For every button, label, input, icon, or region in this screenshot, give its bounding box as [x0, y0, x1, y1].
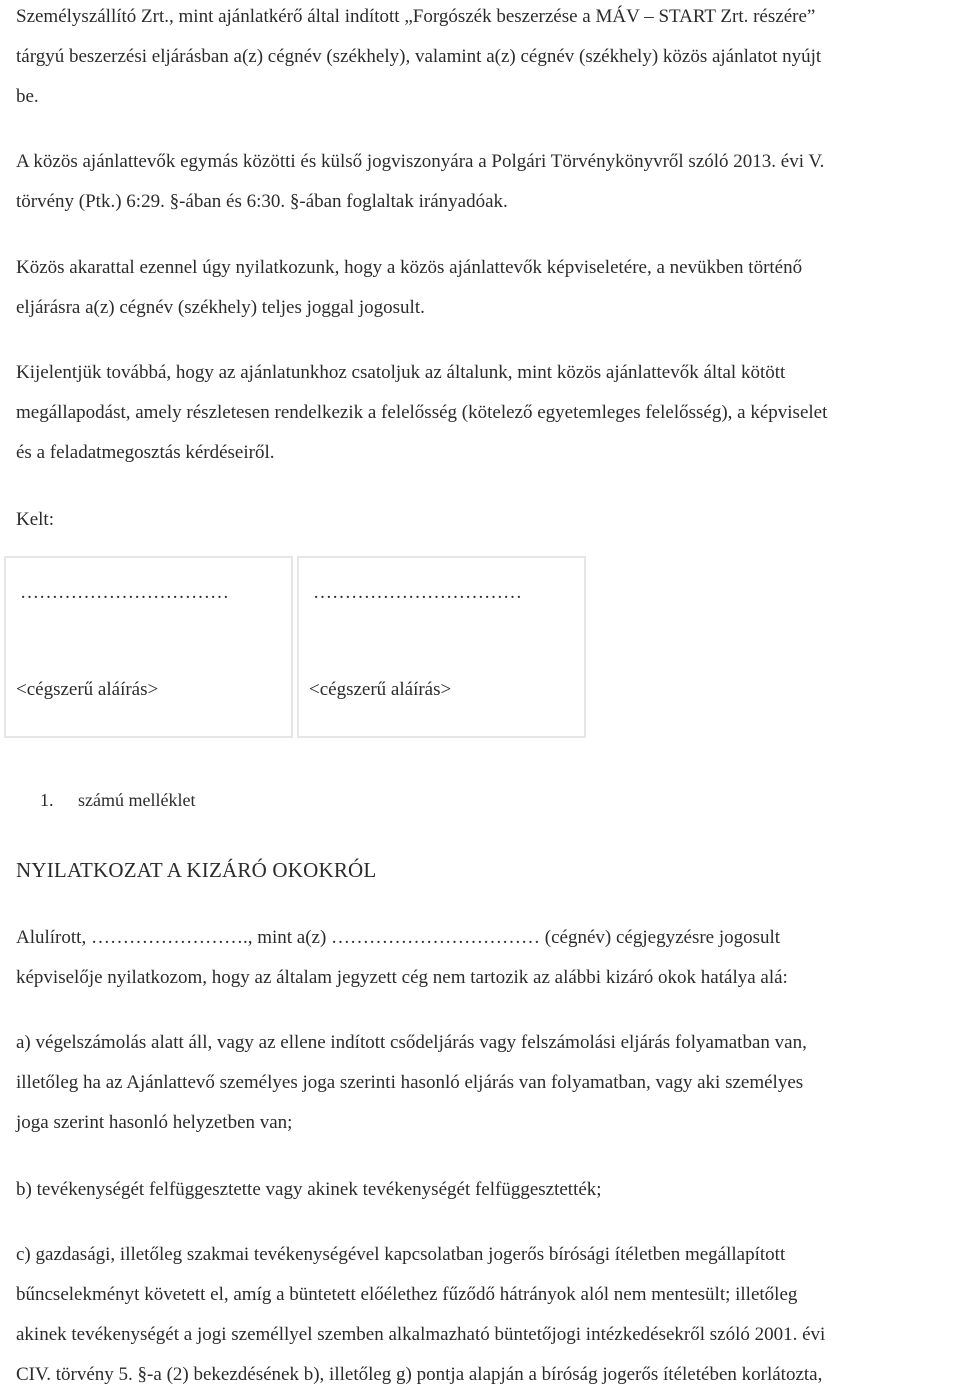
- text-line: joga szerint hasonló helyzetben van;: [16, 1112, 293, 1133]
- signature-cell-2: [297, 556, 586, 738]
- signature-line: ……………………………: [20, 582, 229, 603]
- text-line: illetőleg ha az Ajánlattevő személyes joga szerinti hasonló eljárás van folyamatban, vagy aki személyes: [16, 1072, 804, 1093]
- text-line: CIV. törvény 5. §-a (2) bekezdésének b), illetőleg g) pontja alapján a bíróság jogerős ítéletében korlátozta,: [16, 1364, 823, 1385]
- text-line: képviselője nyilatkozom, hogy az általam jegyzett cég nem tartozik az alábbi kizáró okok hatálya alá:: [16, 967, 788, 988]
- text-line: bűncselekményt követett el, amíg a büntetett előélethez fűződő hátrányok alól nem mentesült; illetőleg: [16, 1284, 798, 1305]
- annex-label: számú melléklet: [78, 790, 196, 810]
- annex-number: 1.: [40, 790, 54, 810]
- text-line: Személyszállító Zrt., mint ajánlatkérő által indított „Forgószék beszerzése a MÁV – START Zrt. részére”: [16, 6, 816, 27]
- exclusion-item-a: [16, 1023, 956, 1143]
- text-line: akinek tevékenységét a jogi személlyel szemben alkalmazható büntetőjogi intézkedésekről szóló 2001. évi: [16, 1324, 826, 1345]
- paragraph-legal-basis: [16, 142, 956, 222]
- section-title: NYILATKOZAT A KIZÁRÓ OKOKRÓL: [16, 858, 377, 882]
- text-line: törvény (Ptk.) 6:29. §-ában és 6:30. §-ában foglaltak irányadóak.: [16, 191, 508, 212]
- text-line: és a feladatmegosztás kérdéseiről.: [16, 442, 275, 463]
- paragraph-joint-bid: [16, 0, 956, 117]
- paragraph-declaration: [16, 918, 956, 998]
- text-line: A közös ajánlattevők egymás közötti és külső jogviszonyára a Polgári Törvénykönyvről szóló 2013. évi V.: [16, 151, 825, 172]
- exclusion-item-c: [16, 1235, 956, 1389]
- signature-label: <cégszerű aláírás>: [16, 679, 159, 700]
- exclusion-item-b: [16, 1170, 956, 1210]
- date-label: Kelt:: [16, 509, 54, 530]
- text-line: tárgyú beszerzési eljárásban a(z) cégnév (székhely), valamint a(z) cégnév (székhely) közös ajánlatot nyújt: [16, 46, 822, 67]
- paragraph-representation: [16, 248, 956, 328]
- text-line: Kijelentjük továbbá, hogy az ajánlatunkhoz csatoljuk az általunk, mint közös ajánlattevők által kötött: [16, 362, 786, 383]
- text-line: eljárásra a(z) cégnév (székhely) teljes joggal jogosult.: [16, 297, 425, 318]
- paragraph-agreement: [16, 353, 956, 473]
- text-line: megállapodást, amely részletesen rendelkezik a felelősség (kötelező egyetemleges felelősség), a képviselet: [16, 402, 828, 423]
- signature-cell-1: [4, 556, 293, 738]
- text-line: Alulírott, ……………………., mint a(z) …………………………… (cégnév) cégjegyzésre jogosult: [16, 927, 781, 948]
- text-line: be.: [16, 86, 39, 107]
- text-line: c) gazdasági, illetőleg szakmai tevékenységével kapcsolatban jogerős bírósági ítéletben megállapított: [16, 1244, 786, 1265]
- signature-line: ……………………………: [313, 582, 522, 603]
- text-line: b) tevékenységét felfüggesztette vagy akinek tevékenységét felfüggesztették;: [16, 1179, 602, 1200]
- text-line: Közös akarattal ezennel úgy nyilatkozunk, hogy a közös ajánlattevők képviseletére, a nevükben történő: [16, 257, 803, 278]
- signature-label: <cégszerű aláírás>: [309, 679, 452, 700]
- text-line: a) végelszámolás alatt áll, vagy az ellene indított csődeljárás vagy felszámolási eljárás folyamatban van,: [16, 1032, 807, 1053]
